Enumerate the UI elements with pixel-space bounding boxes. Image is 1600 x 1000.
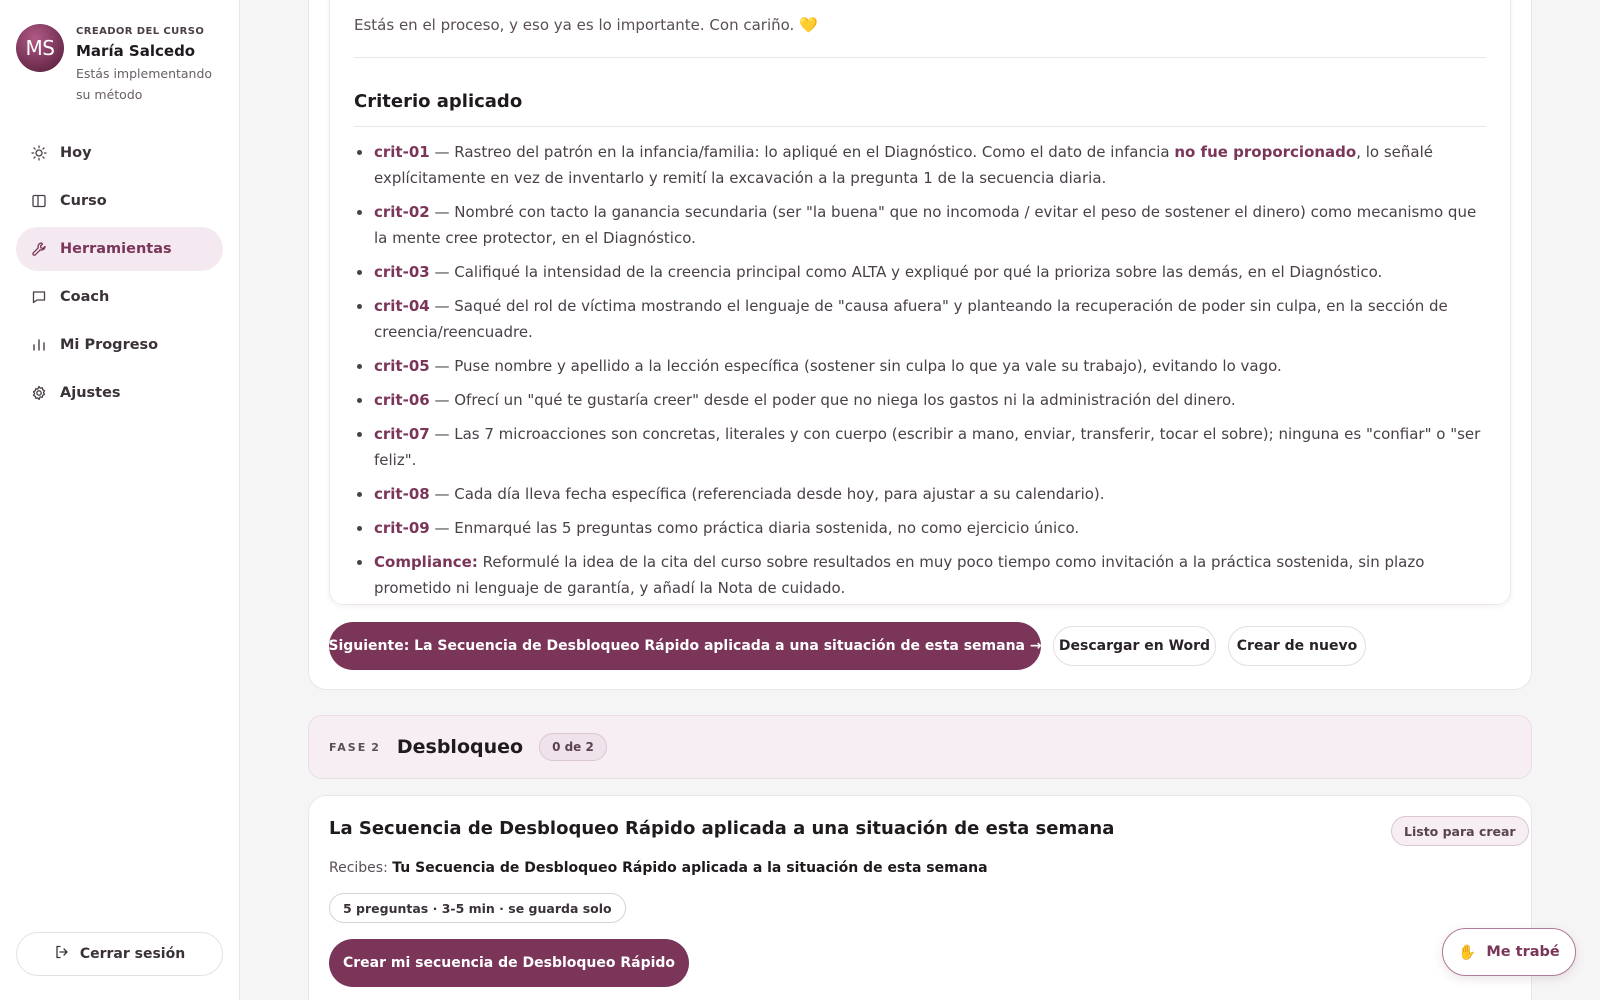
sidebar-item-label: Hoy bbox=[60, 145, 92, 161]
criteria-id: crit-02 bbox=[374, 203, 430, 221]
criteria-id: crit-07 bbox=[374, 425, 430, 443]
criteria-id: crit-04 bbox=[374, 297, 430, 315]
next-tool-button[interactable]: Siguiente: La Secuencia de Desbloqueo Rápido aplicada a una situación de esta semana → bbox=[329, 622, 1041, 670]
phase-progress-badge: 0 de 2 bbox=[539, 733, 607, 761]
criteria-text: — Califiqué la intensidad de la creencia principal como ALTA y expliqué por qué la prioriza sobre las demás, en el Diagnóstico. bbox=[429, 263, 1383, 281]
download-word-button[interactable]: Descargar en Word bbox=[1053, 626, 1216, 666]
criteria-item bbox=[354, 387, 1489, 413]
criteria-id: crit-01 bbox=[374, 143, 430, 161]
avatar[interactable]: MS bbox=[16, 24, 64, 72]
criteria-text: — Nombré con tacto la ganancia secundaria (ser "la buena" que no incomoda / evitar el peso de sostener el dinero) como mecanismo que la mente cree protector, en el Diagnóstico. bbox=[374, 203, 1477, 247]
status-badge: Listo para crear bbox=[1391, 816, 1529, 846]
profile-text bbox=[76, 24, 216, 105]
sidebar-item-label: Curso bbox=[60, 193, 107, 209]
profile bbox=[16, 24, 216, 105]
criteria-item bbox=[354, 421, 1489, 473]
sidebar-item-label: Mi Progreso bbox=[60, 337, 159, 353]
divider bbox=[354, 57, 1486, 58]
stuck-help-button[interactable] bbox=[1442, 928, 1576, 976]
recreate-button[interactable]: Crear de nuevo bbox=[1228, 626, 1366, 666]
bar-chart-icon bbox=[30, 336, 48, 354]
divider bbox=[354, 126, 1486, 127]
logout-label: Cerrar sesión bbox=[79, 946, 186, 962]
profile-subtitle: Estás implementando su método bbox=[76, 66, 213, 102]
stuck-help-label: Me trabé bbox=[1486, 944, 1560, 960]
tool-title: La Secuencia de Desbloqueo Rápido aplicada a una situación de esta semana bbox=[329, 818, 1115, 839]
sidebar-item-label: Herramientas bbox=[60, 241, 172, 257]
sidebar-item-herramientas[interactable] bbox=[16, 227, 223, 271]
sidebar-item-label: Coach bbox=[60, 289, 110, 305]
receives-line bbox=[329, 860, 988, 876]
criteria-item bbox=[354, 353, 1489, 379]
criteria-text: , lo señalé explícitamente en vez de inventarlo y remití la excavación a la pregunta 1 de la secuencia diaria. bbox=[374, 143, 1434, 187]
logout-button[interactable] bbox=[16, 932, 223, 976]
create-sequence-button[interactable]: Crear mi secuencia de Desbloqueo Rápido bbox=[329, 939, 689, 987]
criteria-item bbox=[354, 259, 1489, 285]
criteria-item bbox=[354, 139, 1489, 191]
phase-name: Desbloqueo bbox=[396, 736, 524, 758]
receives-label: Recibes: bbox=[329, 860, 388, 876]
sidebar-item-ajustes[interactable] bbox=[16, 371, 223, 415]
criteria-id: Compliance: bbox=[374, 553, 478, 571]
phase-number: 2 bbox=[371, 740, 379, 754]
criteria-id: crit-09 bbox=[374, 519, 430, 537]
sidebar-item-hoy[interactable] bbox=[16, 131, 223, 175]
criteria-text: — Saqué del rol de víctima mostrando el lenguaje de "causa afuera" y planteando la recuperación de poder sin culpa, en la sección de creencia/reencuadre. bbox=[374, 297, 1448, 341]
sun-icon bbox=[30, 144, 48, 162]
criteria-text: — Ofrecí un "qué te gustaría creer" desde el poder que no niega los gastos ni la administración del dinero. bbox=[429, 391, 1236, 409]
profile-role: CREADOR DEL CURSO bbox=[76, 26, 205, 37]
wrench-icon bbox=[30, 240, 48, 258]
raised-hand-icon: ✋ bbox=[1458, 944, 1477, 961]
chat-icon bbox=[30, 288, 48, 306]
criteria-text: — Las 7 microacciones son concretas, literales y con cuerpo (escribir a mano, enviar, transferir, tocar el sobre); ninguna es "confiar" o "ser feliz". bbox=[374, 425, 1481, 469]
tool-meta-chip: 5 preguntas · 3-5 min · se guarda solo bbox=[329, 893, 626, 923]
criteria-text: — Enmarqué las 5 preguntas como práctica diaria sostenida, no como ejercicio único. bbox=[429, 519, 1080, 537]
phase-header bbox=[308, 715, 1532, 779]
criteria-title: Criterio aplicado bbox=[354, 91, 523, 112]
sidebar-item-curso[interactable] bbox=[16, 179, 223, 223]
criteria-text: Reformulé la idea de la cita del curso sobre resultados en muy poco tiempo como invitación a la práctica sostenida, sin plazo prometido ni lenguaje de garantía, y añadí la Nota de cuidado. bbox=[374, 553, 1425, 597]
criteria-text: — Rastreo del patrón en la infancia/familia: lo apliqué en el Diagnóstico. Como el dato de infancia bbox=[429, 143, 1175, 161]
criteria-id: crit-03 bbox=[374, 263, 430, 281]
criteria-id: crit-08 bbox=[374, 485, 430, 503]
sidebar-item-mi-progreso[interactable] bbox=[16, 323, 223, 367]
receives-value: Tu Secuencia de Desbloqueo Rápido aplicada a la situación de esta semana bbox=[392, 860, 988, 876]
criteria-item bbox=[354, 515, 1489, 541]
sidebar-item-coach[interactable] bbox=[16, 275, 223, 319]
criteria-id: crit-05 bbox=[374, 357, 430, 375]
criteria-text: — Cada día lleva fecha específica (referenciada desde hoy, para ajustar a su calendario). bbox=[429, 485, 1105, 503]
criteria-item bbox=[354, 199, 1489, 251]
phase-label: FASE bbox=[329, 740, 368, 754]
criteria-item bbox=[354, 549, 1489, 601]
criteria-text: — Puse nombre y apellido a la lección específica (sostener sin culpa lo que ya vale su trabajo), evitando lo vago. bbox=[429, 357, 1282, 375]
sidebar bbox=[0, 0, 240, 1000]
sidebar-item-label: Ajustes bbox=[60, 385, 121, 401]
closing-line: Estás en el proceso, y eso ya es lo importante. Con cariño. 💛 bbox=[354, 16, 818, 34]
book-icon bbox=[30, 192, 48, 210]
criteria-id: crit-06 bbox=[374, 391, 430, 409]
sidebar-nav bbox=[16, 131, 223, 419]
criteria-item bbox=[354, 481, 1489, 507]
criteria-list bbox=[354, 139, 1489, 609]
logout-icon bbox=[54, 944, 70, 964]
profile-name: María Salcedo bbox=[76, 42, 196, 60]
criteria-item bbox=[354, 293, 1489, 345]
gear-icon bbox=[30, 384, 48, 402]
criteria-highlight: no fue proporcionado bbox=[1174, 143, 1357, 161]
